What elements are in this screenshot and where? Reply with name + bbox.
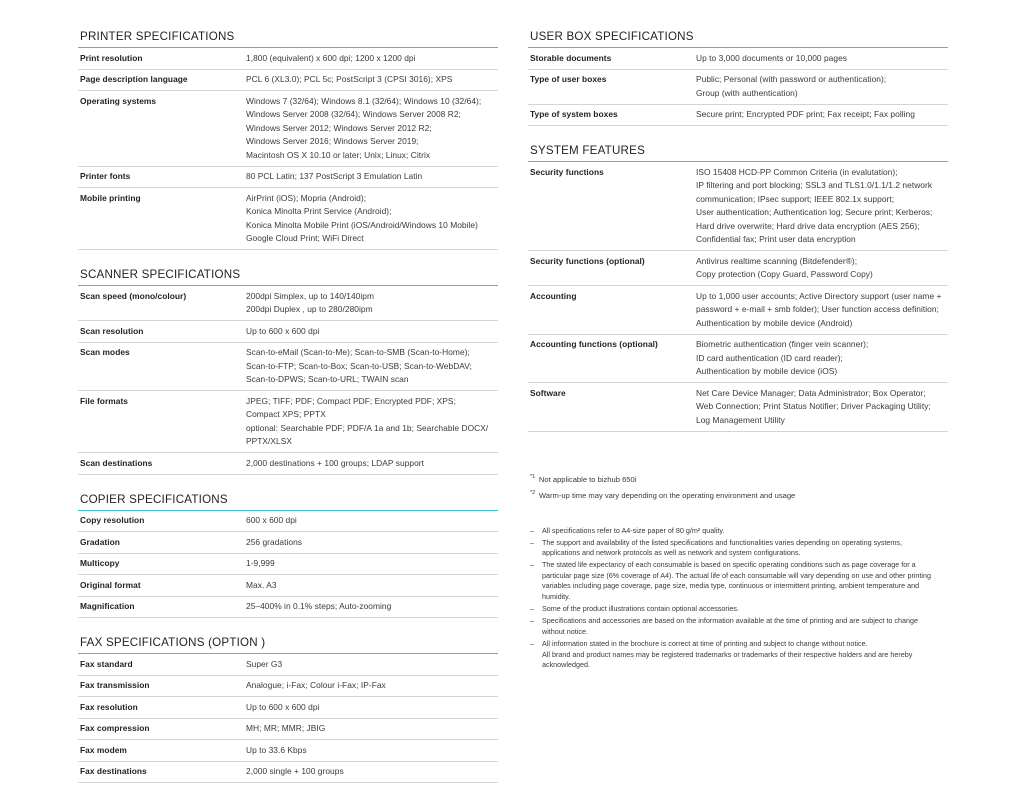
spec-label: Fax resolution xyxy=(78,697,246,719)
spec-row xyxy=(528,69,948,104)
spec-value-line: JPEG; TIFF; PDF; Compact PDF; Encrypted PDF; XPS; xyxy=(246,395,456,406)
section-user-box-specifications xyxy=(528,30,948,126)
spec-value-line: Scan-to-FTP; Scan-to-Box; Scan-to-USB; Scan-to-WebDAV; xyxy=(246,360,472,371)
spec-value-line: Authentication by mobile device (Android) xyxy=(696,317,853,328)
spec-value xyxy=(696,69,948,104)
spec-label: Page description language xyxy=(78,69,246,91)
spec-table xyxy=(528,48,948,126)
spec-value-line: 2,000 single + 100 groups xyxy=(246,766,344,776)
spec-row xyxy=(528,48,948,69)
spec-label: Fax transmission xyxy=(78,675,246,697)
spec-value xyxy=(246,553,498,575)
spec-label: Scan modes xyxy=(78,342,246,391)
disclaimer-line: Specifications and accessories are based on the information available at the time of printing and are subject to change xyxy=(542,616,918,626)
disclaimer-line: The support and availability of the listed specifications and functionalities varies depending on operating systems, xyxy=(542,537,902,547)
disclaimer-item xyxy=(530,604,948,615)
disclaimer-item xyxy=(530,560,948,602)
spec-row xyxy=(78,740,498,762)
spec-value xyxy=(696,286,948,335)
spec-value xyxy=(246,91,498,167)
spec-value-line: Up to 600 x 600 dpi xyxy=(246,701,320,712)
spec-label: Security functions (optional) xyxy=(528,251,696,286)
section-copier-specifications xyxy=(78,493,498,619)
spec-value-line: Public; Personal (with password or authentication); xyxy=(696,74,887,84)
disclaimer-line: humidity. xyxy=(542,592,571,602)
spec-label: Print resolution xyxy=(78,48,246,69)
section-title: SYSTEM FEATURES xyxy=(528,144,948,162)
spec-row xyxy=(78,188,498,250)
spec-value-line: 200dpi Duplex , up to 280/280ipm xyxy=(246,304,373,314)
spec-table xyxy=(78,286,498,475)
bullet-dash-icon: – xyxy=(530,638,534,648)
spec-value-line: communication; IPsec support; IEEE 802.1x support; xyxy=(696,193,895,204)
spec-label: Fax standard xyxy=(78,654,246,675)
spec-value-line: IP filtering and port blocking; SSL3 and TLS1.0/1.1/1.2 network xyxy=(696,180,933,190)
bullet-dash-icon: – xyxy=(530,537,534,547)
disclaimer-line: Some of the product illustrations contain optional accessories. xyxy=(542,604,739,614)
spec-value xyxy=(246,596,498,618)
section-fax-specifications xyxy=(78,636,498,783)
spec-value-line: 600 x 600 dpi xyxy=(246,515,297,525)
spec-label: Mobile printing xyxy=(78,188,246,250)
spec-value xyxy=(246,453,498,475)
spec-row xyxy=(78,453,498,475)
spec-row xyxy=(78,575,498,597)
spec-value xyxy=(246,48,498,69)
spec-value xyxy=(696,48,948,69)
disclaimer-item xyxy=(530,639,948,671)
spec-value-line: 200dpi Simplex, up to 140/140ipm xyxy=(246,290,374,301)
disclaimer-line: All information stated in the brochure is correct at time of printing and subject to change without notice. xyxy=(542,638,868,648)
spec-value-line: Windows Server 2012; Windows Server 2012 R2; xyxy=(246,122,432,133)
spec-value xyxy=(696,104,948,126)
spec-value xyxy=(246,391,498,453)
spec-label: Accounting functions (optional) xyxy=(528,334,696,383)
spec-label: Accounting xyxy=(528,286,696,335)
bullet-dash-icon: – xyxy=(530,616,534,626)
spec-label: Security functions xyxy=(528,162,696,251)
spec-row xyxy=(78,69,498,91)
spec-row xyxy=(78,286,498,321)
spec-value xyxy=(246,166,498,188)
section-title: USER BOX SPECIFICATIONS xyxy=(528,30,948,48)
spec-value-line: Scan-to-DPWS; Scan-to-URL; TWAIN scan xyxy=(246,374,409,384)
spec-value-line: Confidential fax; Print user data encryption xyxy=(696,234,856,244)
spec-value xyxy=(696,383,948,432)
spec-label: Magnification xyxy=(78,596,246,618)
spec-table xyxy=(528,162,948,432)
spec-value-line: Web Connection; Print Status Notifier; Driver Packaging Utility; xyxy=(696,401,931,411)
spec-label: Operating systems xyxy=(78,91,246,167)
spec-row xyxy=(78,511,498,532)
spec-row xyxy=(78,596,498,618)
spec-value-line: User authentication; Authentication log; Secure print; Kerberos; xyxy=(696,207,933,217)
spec-value-line: ISO 15408 HCD-PP Common Criteria (in evalutation); xyxy=(696,166,898,177)
spec-value xyxy=(696,251,948,286)
spec-label: Original format xyxy=(78,575,246,597)
spec-row xyxy=(78,391,498,453)
spec-row xyxy=(78,321,498,343)
disclaimer-line: acknowledged. xyxy=(542,660,590,670)
spec-row xyxy=(78,166,498,188)
disclaimer-line: particular page size (6% coverage of A4). The actual life of each consumable will vary depending on use and other printing xyxy=(542,570,932,580)
spec-value-line: Hard drive overwrite; Hard drive data encryption (AES 256); xyxy=(696,220,920,231)
disclaimer-line: The stated life expectancy of each consumable is based on specific operating conditions such as page coverage for a xyxy=(542,560,916,570)
spec-value-line: Biometric authentication (finger vein scanner); xyxy=(696,339,869,349)
spec-value-line: Copy protection (Copy Guard, Password Copy) xyxy=(696,269,873,279)
spec-value xyxy=(246,342,498,391)
disclaimer-line: All brand and product names may be registered trademarks or trademarks of their respective holders and are hereby xyxy=(542,649,913,659)
spec-value-line: 1-9,999 xyxy=(246,558,275,568)
spec-value-line: ID card authentication (ID card reader); xyxy=(696,352,843,363)
spec-value-line: Windows Server 2016; Windows Server 2019; xyxy=(246,136,419,146)
spec-value-line: Analogue; i-Fax; Colour i-Fax; IP-Fax xyxy=(246,680,386,690)
spec-value-line: Up to 3,000 documents or 10,000 pages xyxy=(696,52,848,63)
spec-value-line: Windows 7 (32/64); Windows 8.1 (32/64); Windows 10 (32/64); xyxy=(246,95,482,106)
spec-value xyxy=(246,740,498,762)
right-column xyxy=(528,30,948,787)
spec-value xyxy=(246,286,498,321)
disclaimer-line: without notice. xyxy=(542,626,588,636)
spec-value-line: 80 PCL Latin; 137 PostScript 3 Emulation Latin xyxy=(246,171,423,181)
spec-row xyxy=(78,342,498,391)
footnote-marker: *2 xyxy=(530,489,536,496)
spec-value xyxy=(246,697,498,719)
spec-label: Scan speed (mono/colour) xyxy=(78,286,246,321)
footnote-text: Not applicable to bizhub 650i xyxy=(538,474,637,484)
spec-label: Storable documents xyxy=(528,48,696,69)
disclaimer-line: All specifications refer to A4-size paper of 80 g/m² quality. xyxy=(542,525,725,535)
spec-label: Gradation xyxy=(78,532,246,554)
spec-row xyxy=(528,251,948,286)
spec-value-line: Super G3 xyxy=(246,658,283,669)
spec-value-line: Log Management Utility xyxy=(696,414,785,425)
spec-row xyxy=(78,532,498,554)
footnote-marker: *1 xyxy=(530,473,536,480)
spec-value-line: Secure print; Encrypted PDF print; Fax receipt; Fax polling xyxy=(696,109,915,119)
disclaimer-list xyxy=(528,526,948,671)
section-title: SCANNER SPECIFICATIONS xyxy=(78,268,498,286)
spec-row xyxy=(528,383,948,432)
spec-value-line: 25–400% in 0.1% steps; Auto-zooming xyxy=(246,601,392,611)
spec-value xyxy=(246,675,498,697)
spec-value xyxy=(246,718,498,740)
spec-row xyxy=(78,675,498,697)
spec-row xyxy=(78,91,498,167)
spec-label: Multicopy xyxy=(78,553,246,575)
spec-value xyxy=(246,654,498,675)
spec-value xyxy=(696,162,948,251)
spec-label: Copy resolution xyxy=(78,511,246,532)
section-title: PRINTER SPECIFICATIONS xyxy=(78,30,498,48)
spec-value-line: optional: Searchable PDF; PDF/A 1a and 1b; Searchable DOCX/ xyxy=(246,422,489,433)
spec-value-line: Authentication by mobile device (iOS) xyxy=(696,366,838,376)
bullet-dash-icon: – xyxy=(530,560,534,570)
left-column xyxy=(78,30,498,787)
spec-value-line: 1,800 (equivalent) x 600 dpi; 1200 x 1200 dpi xyxy=(246,52,416,63)
spec-row xyxy=(528,104,948,126)
spec-label: Software xyxy=(528,383,696,432)
spec-label: Type of system boxes xyxy=(528,104,696,126)
spec-value xyxy=(246,761,498,783)
bullet-dash-icon: – xyxy=(530,525,534,535)
spec-row xyxy=(528,162,948,251)
spec-value-line: Up to 600 x 600 dpi xyxy=(246,325,320,336)
spec-label: Fax modem xyxy=(78,740,246,762)
spec-value-line: Windows Server 2008 (32/64); Windows Server 2008 R2; xyxy=(246,109,461,119)
section-title: COPIER SPECIFICATIONS xyxy=(78,493,498,511)
spec-value-line: 256 gradations xyxy=(246,536,302,547)
disclaimer-item xyxy=(530,538,948,559)
disclaimer-line: applications and network protocols as well as network and system configurations. xyxy=(542,548,801,558)
spec-row xyxy=(78,761,498,783)
spec-value-line: PCL 6 (XL3.0); PCL 5c; PostScript 3 (CPSI 3016); XPS xyxy=(246,74,453,84)
disclaimer-item xyxy=(530,526,948,537)
spec-value xyxy=(696,334,948,383)
spec-value xyxy=(246,69,498,91)
spec-value-line: MH; MR; MMR; JBIG xyxy=(246,723,326,733)
spec-row xyxy=(78,48,498,69)
footnote xyxy=(530,472,948,488)
bullet-dash-icon: – xyxy=(530,604,534,614)
spec-table xyxy=(78,48,498,250)
disclaimer-item xyxy=(530,616,948,637)
spec-label: Scan resolution xyxy=(78,321,246,343)
section-title: FAX SPECIFICATIONS (OPTION ) xyxy=(78,636,498,654)
spec-row xyxy=(78,654,498,675)
spec-value-line: Konica Minolta Print Service (Android); xyxy=(246,206,392,216)
spec-value-line: Compact XPS; PPTX xyxy=(246,409,326,419)
spec-value-line: Up to 1,000 user accounts; Active Directory support (user name + xyxy=(696,290,942,301)
spec-row xyxy=(528,286,948,335)
section-scanner-specifications xyxy=(78,268,498,475)
spec-value-line: Macintosh OS X 10.10 or later; Unix; Linux; Citrix xyxy=(246,149,431,160)
spec-label: Fax destinations xyxy=(78,761,246,783)
spec-value xyxy=(246,575,498,597)
footnote-text: Warm-up time may vary depending on the operating environment and usage xyxy=(538,490,796,500)
spec-table xyxy=(78,654,498,783)
spec-value-line: Net Care Device Manager; Data Administrator; Box Operator; xyxy=(696,387,926,398)
spec-value-line: Max. A3 xyxy=(246,579,277,590)
disclaimer-line: variables including page coverage, page size, media type, continuous or intermittent printing, ambient temperature and xyxy=(542,581,920,591)
spec-value-line: Up to 33.6 Kbps xyxy=(246,744,307,755)
spec-label: Type of user boxes xyxy=(528,69,696,104)
spec-row xyxy=(78,718,498,740)
spec-row xyxy=(528,334,948,383)
spec-value-line: AirPrint (iOS); Mopria (Android); xyxy=(246,192,367,203)
spec-value xyxy=(246,511,498,532)
spec-value-line: Group (with authentication) xyxy=(696,87,798,98)
spec-value-line: Google Cloud Print; WiFi Direct xyxy=(246,233,364,243)
spec-value-line: 2,000 destinations + 100 groups; LDAP support xyxy=(246,457,424,468)
spec-label: File formats xyxy=(78,391,246,453)
spec-value-line: Antivirus realtime scanning (Bitdefender®); xyxy=(696,255,858,266)
spec-label: Scan destinations xyxy=(78,453,246,475)
spec-table xyxy=(78,511,498,619)
spec-row xyxy=(78,697,498,719)
spec-value-line: PPTX/XLSX xyxy=(246,436,292,446)
footnotes xyxy=(528,472,948,504)
section-system-features xyxy=(528,144,948,432)
spec-value-line: Konica Minolta Mobile Print (iOS/Android/Windows 10 Mobile) xyxy=(246,219,478,230)
spec-value xyxy=(246,188,498,250)
section-printer-specifications xyxy=(78,30,498,250)
footnote xyxy=(530,488,948,504)
spec-label: Printer fonts xyxy=(78,166,246,188)
spec-value-line: Scan-to-eMail (Scan-to-Me); Scan-to-SMB (Scan-to-Home); xyxy=(246,347,470,357)
spec-value-line: password + e-mail + smb folder); User function access definition; xyxy=(696,304,939,314)
spec-value xyxy=(246,321,498,343)
spec-row xyxy=(78,553,498,575)
spec-label: Fax compression xyxy=(78,718,246,740)
spec-value xyxy=(246,532,498,554)
